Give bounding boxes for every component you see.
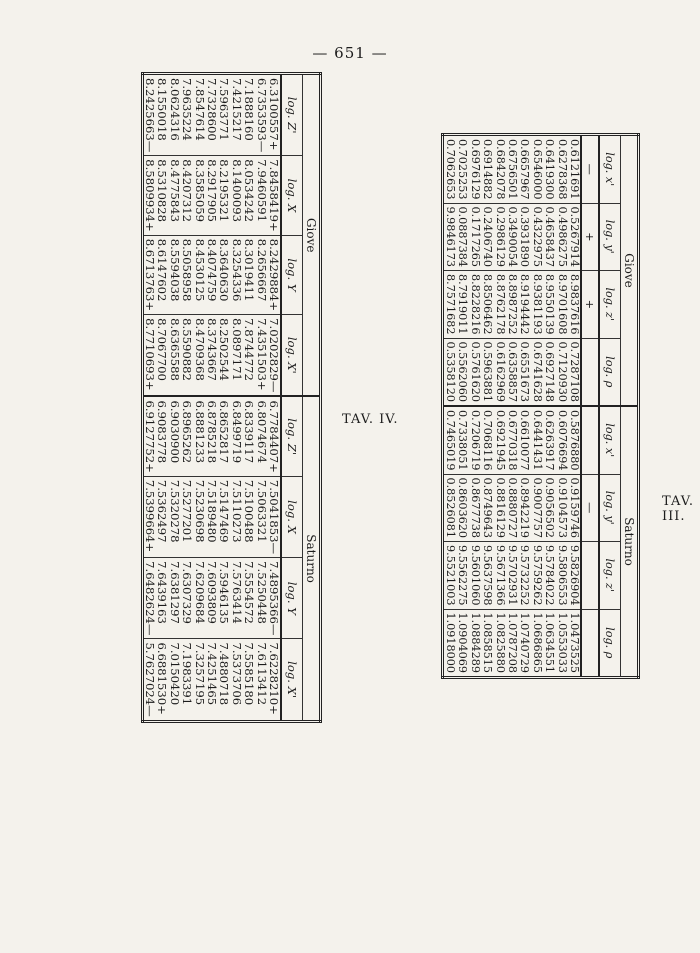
table-cell: 8.9837616 — [568, 271, 581, 339]
table-cell: 8.5594038 — [168, 235, 180, 314]
table-cell: 0.5358120 — [442, 338, 456, 406]
table-row — [506, 135, 518, 678]
table-cell: 0.1717265 — [468, 203, 480, 271]
table-cell: 8.5310828 — [156, 156, 168, 235]
sign-cell: + — [581, 271, 599, 339]
table-cell: 8.7710693+ — [142, 315, 156, 397]
table-cell: 0.4986275 — [555, 203, 567, 271]
table-cell: 7.0150420 — [168, 639, 180, 721]
table-cell: 7.5963771 — [218, 74, 230, 156]
table-cell: 8.0897171 — [230, 315, 242, 397]
sign-cell — [581, 406, 599, 474]
table-tav-iv — [141, 72, 322, 723]
table-row — [181, 74, 193, 722]
table-cell: 0.5761620 — [468, 338, 480, 406]
column-header: log. ρ — [599, 338, 621, 406]
table-row — [230, 74, 242, 722]
table-cell: 0.9104573 — [555, 474, 567, 542]
table-cell: 8.2429884+ — [268, 235, 281, 314]
sign-cell: — — [581, 474, 599, 542]
table-cell: 0.7287108 — [568, 338, 581, 406]
table-cell: 0.6551673 — [518, 338, 530, 406]
table-cell: 6.8339117 — [243, 396, 255, 476]
table-cell: 0.5876880 — [568, 406, 581, 474]
table-cell: 7.4351503+ — [255, 315, 267, 397]
table-row — [555, 135, 567, 678]
table-cell: 7.5277201 — [181, 476, 193, 557]
table-cell: 7.4880718 — [218, 639, 230, 721]
column-header: log. z' — [599, 271, 621, 339]
table-cell: 6.6881530+ — [156, 639, 168, 721]
table-cell: 0.9159746 — [568, 474, 581, 542]
table-cell: 7.0202829— — [268, 315, 281, 397]
table-cell: 8.4709368 — [193, 315, 205, 397]
table-cell: 9.5826904 — [568, 542, 581, 610]
table-cell: 9.5732252 — [518, 542, 530, 610]
table-cell: 6.7353593— — [255, 74, 267, 156]
table-cell: 1.0553033 — [555, 609, 567, 678]
table-cell: 7.3257195 — [193, 639, 205, 721]
table-cell: 7.6209684 — [193, 558, 205, 639]
table-cell: 1.0740729 — [518, 609, 530, 678]
table-cell: 8.0624316 — [168, 74, 180, 156]
column-header: log. z' — [599, 542, 621, 610]
table-cell: 7.5110273 — [230, 476, 242, 557]
table-cell: 7.7328600 — [206, 74, 218, 156]
table-cell: 7.5100488 — [243, 476, 255, 557]
table-cell: 0.8603620 — [456, 474, 468, 542]
table-cell: 0.5267914 — [568, 203, 581, 271]
table-cell: 0.5562060 — [456, 338, 468, 406]
table-cell: 0.7062653 — [442, 135, 456, 204]
group-header-giove: Giove — [621, 135, 639, 407]
table-cell: 8.4775843 — [168, 156, 180, 235]
table-cell: 6.9083778 — [156, 396, 168, 476]
table-cell: 0.8816129 — [493, 474, 505, 542]
table-cell: 9.5637598 — [481, 542, 493, 610]
table-cell: 7.9635224 — [181, 74, 193, 156]
column-header: log. Z' — [281, 396, 303, 476]
table-cell: 9.5702931 — [506, 542, 518, 610]
table-cell: 9.5601060 — [468, 542, 480, 610]
table-cell: 8.5590882 — [181, 315, 193, 397]
table-cell: 0.7068116 — [481, 406, 493, 474]
column-header: log. X — [281, 476, 303, 557]
table-cell: 8.0534242 — [243, 156, 255, 235]
table-cell: 7.5250448 — [255, 558, 267, 639]
table-cell: 8.9381193 — [530, 271, 542, 339]
table-cell: 0.7025253 — [456, 135, 468, 204]
table-cell: 1.0904069 — [456, 609, 468, 678]
table-cell: 7.5230698 — [193, 476, 205, 557]
table-cell: 6.8652817 — [218, 396, 230, 476]
sign-cell — [581, 338, 599, 406]
table-cell: 7.5585180 — [243, 639, 255, 721]
table-cell: 6.3100557+ — [268, 74, 281, 156]
table-cell: 8.8506462 — [481, 271, 493, 339]
table-cell: 0.8880727 — [506, 474, 518, 542]
table-cell: 0.8677738 — [468, 474, 480, 542]
column-header: log. X — [281, 156, 303, 235]
table-cell: 8.7919011 — [456, 271, 468, 339]
page-number: — 651 — — [312, 44, 388, 62]
column-header: log. y' — [599, 203, 621, 271]
tav-iv-grid — [141, 72, 322, 723]
table-cell: 7.8458419+ — [268, 156, 281, 235]
table-cell: 0.4658437 — [543, 203, 555, 271]
table-cell: 7.5373706 — [230, 639, 242, 721]
table-cell: 8.1550018 — [156, 74, 168, 156]
table-cell: 8.9194442 — [518, 271, 530, 339]
table-cell: 8.5058958 — [181, 235, 193, 314]
table-cell: 7.4251465 — [206, 639, 218, 721]
table-cell: 8.2425663— — [142, 74, 156, 156]
table-cell: 1.0686865 — [530, 609, 542, 678]
table-cell: 8.7067700 — [156, 315, 168, 397]
table-cell: 0.6921945 — [493, 406, 505, 474]
table-cell: 1.0918000 — [442, 609, 456, 678]
table-cell: 8.2195321 — [218, 156, 230, 235]
table-cell: 8.8987252 — [506, 271, 518, 339]
table-cell: 8.2917905 — [206, 156, 218, 235]
table-row — [168, 74, 180, 722]
column-header: log. X' — [281, 639, 303, 721]
table-row — [206, 74, 218, 722]
table-cell: 0.6162969 — [493, 338, 505, 406]
table-row — [468, 135, 480, 678]
table-cell: 8.5809934+ — [142, 156, 156, 235]
table-cell: 0.6842078 — [493, 135, 505, 204]
group-header-saturno: Saturno — [303, 396, 321, 721]
table-cell: 0.4322975 — [530, 203, 542, 271]
table-cell: 6.8881233 — [193, 396, 205, 476]
table-cell: 0.7120930 — [555, 338, 567, 406]
table-cell: 7.5946135 — [218, 558, 230, 639]
table-cell: 7.8744772 — [243, 315, 255, 397]
table-row — [530, 135, 542, 678]
group-header-giove: Giove — [303, 74, 321, 397]
table-cell: 8.3019411 — [243, 235, 255, 314]
table-cell: 7.4895366— — [268, 558, 281, 639]
table-cell: 0.2986129 — [493, 203, 505, 271]
table-cell: 7.6482624— — [142, 558, 156, 639]
table-cell: 7.5041853— — [268, 476, 281, 557]
table-row — [481, 135, 493, 678]
table-cell: 7.5320278 — [168, 476, 180, 557]
table-cell: 0.9056502 — [543, 474, 555, 542]
table-cell: 8.9550139 — [543, 271, 555, 339]
table-cell: 0.8942219 — [518, 474, 530, 542]
table-row — [518, 135, 530, 678]
table-cell: 0.6657967 — [518, 135, 530, 204]
table-cell: 6.9127752+ — [142, 396, 156, 476]
table-cell: 7.8547614 — [193, 74, 205, 156]
table-row — [543, 135, 555, 678]
table-cell: 7.5362497 — [156, 476, 168, 557]
table-cell: 0.3490054 — [506, 203, 518, 271]
table-cell: 0.6770318 — [506, 406, 518, 474]
column-header: log. Z' — [281, 74, 303, 156]
table-row — [268, 74, 281, 722]
table-row — [243, 74, 255, 722]
table-cell: 8.9701608 — [555, 271, 567, 339]
table-cell: 0.6358857 — [506, 338, 518, 406]
table-cell: 8.2656667 — [255, 235, 267, 314]
table-cell: 7.6113412 — [255, 639, 267, 721]
column-header: log. Y — [281, 558, 303, 639]
column-header: log. y' — [599, 474, 621, 542]
table-cell: 6.8074674 — [255, 396, 267, 476]
table-cell: 0.6263917 — [543, 406, 555, 474]
table-cell: 8.6713763+ — [142, 235, 156, 314]
table-cell: 0.3931890 — [518, 203, 530, 271]
table-cell: 0.6741628 — [530, 338, 542, 406]
table-cell: 6.8965262 — [181, 396, 193, 476]
table-row — [442, 135, 456, 678]
table-cell: 1.0884289 — [468, 609, 480, 678]
table-cell: 7.9460591 — [255, 156, 267, 235]
table-cell: 7.6228210+ — [268, 639, 281, 721]
table-cell: 8.3254336 — [230, 235, 242, 314]
table-cell: 0.6076694 — [555, 406, 567, 474]
sign-cell — [581, 609, 599, 678]
table-cell: 0.7338051 — [456, 406, 468, 474]
table-cell: 0.6121691 — [568, 135, 581, 204]
table-cell: 7.5399664+ — [142, 476, 156, 557]
table-cell: 8.8762178 — [493, 271, 505, 339]
column-header: log. X' — [281, 315, 303, 397]
column-header: log. x' — [599, 406, 621, 474]
table-cell: 8.4207312 — [181, 156, 193, 235]
table-cell: 9.5671366 — [493, 542, 505, 610]
table-cell: 0.9007757 — [530, 474, 542, 542]
table-cell: 0.6546000 — [530, 135, 542, 204]
table-cell: 9.5521003 — [442, 542, 456, 610]
table-cell: 9.5806553 — [555, 542, 567, 610]
table-cell: 9.9846173 — [442, 203, 456, 271]
table-cell: 0.8749643 — [481, 474, 493, 542]
table-cell: 7.5063321 — [255, 476, 267, 557]
table-cell: 1.0787208 — [506, 609, 518, 678]
table-cell: 7.6439163 — [156, 558, 168, 639]
table-row — [218, 74, 230, 722]
table-cell: 8.6365588 — [168, 315, 180, 397]
table-cell: 8.3640630 — [218, 235, 230, 314]
table-cell: 7.6307329 — [181, 558, 193, 639]
table-cell: 7.5147469 — [218, 476, 230, 557]
table-row — [193, 74, 205, 722]
table-cell: 8.1400093 — [230, 156, 242, 235]
table-tav-iii — [441, 133, 640, 679]
table-cell: 0.5963881 — [481, 338, 493, 406]
table-cell: 8.2502544 — [218, 315, 230, 397]
table-cell: 0.6927148 — [543, 338, 555, 406]
table-label-tav-iii: TAV. III. — [662, 494, 694, 524]
table-cell: 1.0473525 — [568, 609, 581, 678]
table-cell: 7.5189480 — [206, 476, 218, 557]
table-cell: 0.6441431 — [530, 406, 542, 474]
table-cell: 9.5759262 — [530, 542, 542, 610]
table-cell: 8.3585059 — [193, 156, 205, 235]
table-cell: 0.6976129 — [468, 135, 480, 204]
column-header: log. x' — [599, 135, 621, 204]
table-row — [456, 135, 468, 678]
sign-cell: + — [581, 203, 599, 271]
sign-cell: — — [581, 135, 599, 204]
table-cell: 0.8526081 — [442, 474, 456, 542]
table-cell: 7.5554572 — [243, 558, 255, 639]
table-cell: 7.6381297 — [168, 558, 180, 639]
table-row — [255, 74, 267, 722]
table-cell: 0.0887384 — [456, 203, 468, 271]
table-cell: 6.7784407+ — [268, 396, 281, 476]
column-header: log. ρ — [599, 609, 621, 678]
sign-cell — [581, 542, 599, 610]
table-cell: 8.4074759 — [206, 235, 218, 314]
table-cell: 0.7206719 — [468, 406, 480, 474]
table-cell: 0.6278368 — [555, 135, 567, 204]
table-row — [568, 135, 581, 678]
table-row — [156, 74, 168, 722]
table-cell: 6.9030900 — [168, 396, 180, 476]
table-row — [493, 135, 505, 678]
group-header-saturno: Saturno — [621, 406, 639, 678]
table-cell: 6.8499719 — [230, 396, 242, 476]
table-cell: 9.5562275 — [456, 542, 468, 610]
column-header: log. Y — [281, 235, 303, 314]
table-cell: 0.6756501 — [506, 135, 518, 204]
table-row — [142, 74, 156, 722]
table-cell: 8.8228216 — [468, 271, 480, 339]
table-cell: 0.7465019 — [442, 406, 456, 474]
table-cell: 1.0825880 — [493, 609, 505, 678]
table-cell: 8.4530125 — [193, 235, 205, 314]
table-cell: 7.6093809 — [206, 558, 218, 639]
table-cell: 0.6610077 — [518, 406, 530, 474]
table-cell: 7.1888160 — [243, 74, 255, 156]
table-cell: 8.7571682 — [442, 271, 456, 339]
table-cell: 0.6419300 — [543, 135, 555, 204]
table-cell: 1.0858515 — [481, 609, 493, 678]
tav-iii-grid — [441, 133, 640, 679]
table-cell: 1.0634551 — [543, 609, 555, 678]
table-cell: 6.8785218 — [206, 396, 218, 476]
table-cell: 7.1983391 — [181, 639, 193, 721]
table-cell: 5.7627024— — [142, 639, 156, 721]
table-cell: 7.4215217 — [230, 74, 242, 156]
table-cell: 0.6914882 — [481, 135, 493, 204]
table-cell: 8.6147602 — [156, 235, 168, 314]
table-cell: 9.5784022 — [543, 542, 555, 610]
table-cell: 7.5763414 — [230, 558, 242, 639]
table-label-tav-iv: TAV. IV. — [342, 412, 399, 427]
table-cell: 8.3743667 — [206, 315, 218, 397]
table-cell: 0.2406740 — [481, 203, 493, 271]
